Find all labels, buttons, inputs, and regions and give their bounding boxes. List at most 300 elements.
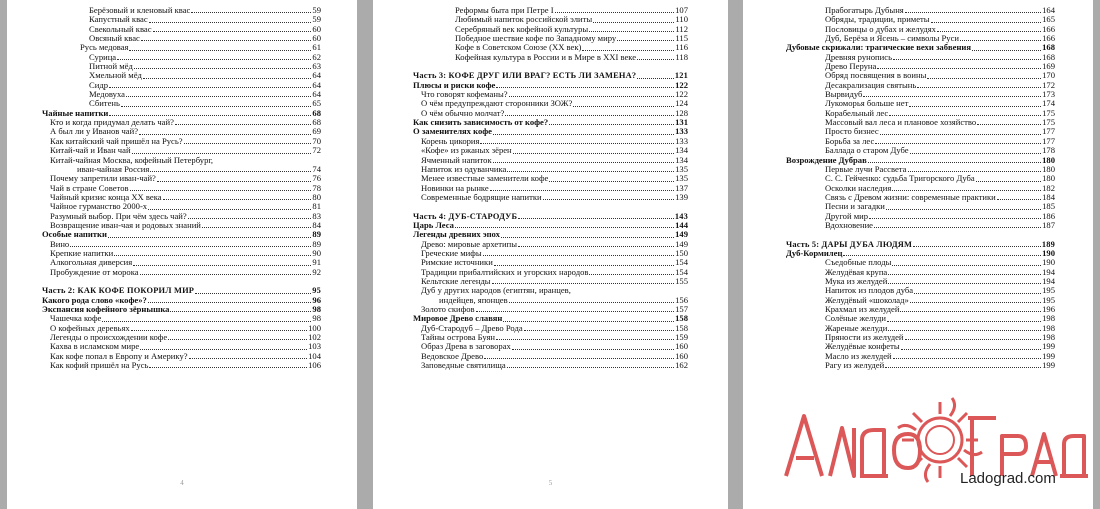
dot-leader	[509, 302, 674, 303]
toc-entry-title: Медовуха	[89, 89, 125, 100]
dot-leader	[914, 293, 1041, 294]
toc-entry-title: Чайное гурманство 2000-х	[50, 201, 148, 212]
toc-page-number: 69	[312, 126, 321, 137]
toc-spacer	[7, 277, 357, 286]
dot-leader	[507, 171, 674, 172]
dot-leader	[997, 199, 1041, 200]
toc-entry-title: Борьба за лес	[825, 135, 875, 146]
toc-page-number: 100	[308, 322, 321, 333]
toc-page-number: 128	[675, 107, 688, 118]
dot-leader	[977, 124, 1041, 125]
dot-leader	[589, 274, 674, 275]
toc-entry	[7, 81, 357, 90]
toc-page-number: 64	[312, 70, 321, 81]
dot-leader	[168, 339, 307, 340]
toc-page-number: 158	[675, 313, 688, 324]
toc-entry	[743, 352, 1093, 361]
toc-page-number: 70	[312, 135, 321, 146]
dot-leader	[869, 218, 1041, 219]
dot-leader	[893, 59, 1041, 60]
toc-entry	[7, 15, 357, 24]
toc-entry-title: Вдохновение	[825, 219, 873, 230]
toc-entry-title: Корабельный лес	[825, 107, 889, 118]
toc-page-number: 106	[308, 360, 321, 371]
toc-entry	[743, 324, 1093, 333]
toc-entry	[743, 342, 1093, 351]
toc-list	[7, 6, 357, 370]
toc-entry-title: Прабогатырь Дубыня	[825, 5, 904, 15]
dot-leader	[910, 153, 1041, 154]
toc-page-number: 84	[312, 219, 321, 230]
dot-leader	[518, 246, 674, 247]
toc-page-number: 76	[312, 173, 321, 184]
toc-entry-title: Мука из желудей	[825, 275, 888, 286]
toc-entry-title: Чайные напитки	[42, 107, 109, 118]
dot-leader	[900, 311, 1041, 312]
toc-entry-title: О кофейных деревьях	[50, 322, 130, 333]
toc-page-number: 60	[312, 33, 321, 44]
dot-leader	[917, 87, 1041, 88]
toc-entry	[743, 71, 1093, 80]
toc-entry-title: Разумный выбор. При чём здесь чай?	[50, 210, 187, 221]
dot-leader	[877, 68, 1041, 69]
toc-page-number: 190	[1042, 257, 1055, 268]
toc-entry-title: Сидр	[89, 79, 109, 90]
toc-entry	[743, 296, 1093, 305]
dot-leader	[140, 274, 312, 275]
toc-page-number: 189	[1041, 239, 1055, 249]
dot-leader	[175, 124, 312, 125]
dot-leader	[617, 40, 674, 41]
toc-page-number: 190	[1042, 247, 1055, 258]
toc-entry	[7, 25, 357, 34]
toc-entry-title: Солёные желуди	[825, 313, 887, 324]
toc-entry	[7, 90, 357, 99]
toc-entry-title: Плюсы и риски кофе	[413, 79, 496, 90]
toc-page-number: 173	[1042, 89, 1055, 100]
toc-page-number: 155	[675, 275, 688, 286]
toc-entry-title: Кахва в исламском мире	[50, 341, 140, 352]
dot-leader	[892, 265, 1041, 266]
toc-entry-title: Пряности из желудей	[825, 332, 904, 343]
dot-leader	[191, 12, 311, 13]
toc-page-number: 131	[675, 117, 688, 128]
toc-page-number: 186	[1042, 210, 1055, 221]
toc-entry	[743, 193, 1093, 202]
dot-leader	[905, 12, 1041, 13]
toc-entry-title: Современные бодрящие напитки	[421, 191, 542, 202]
toc-entry-title: О заменителях кофе	[413, 126, 493, 137]
toc-entry-title: Ведовское Древо	[421, 350, 484, 361]
toc-entry-title: О чём обычно молчат?	[421, 107, 505, 118]
dot-leader	[493, 162, 674, 163]
toc-entry-title: Пословицы о дубах и желудях	[825, 23, 936, 34]
toc-page-number: 143	[674, 211, 688, 221]
toc-entry-title: Чашечка кофе	[50, 313, 102, 324]
toc-page-number: 194	[1042, 275, 1055, 286]
dot-leader	[157, 181, 312, 182]
toc-entry-title: Возрождение Дубрав	[786, 154, 867, 165]
toc-entry-title: Другой мир	[825, 210, 869, 221]
toc-page-number: 169	[1042, 61, 1055, 72]
dot-leader	[148, 209, 311, 210]
toc-page-number: 154	[675, 266, 688, 277]
toc-entry-title: Кто и когда придумал делать чай?	[50, 117, 174, 128]
toc-entry-title-cont: индейцев, японцев	[439, 294, 508, 305]
dot-leader	[131, 330, 307, 331]
dot-leader	[121, 106, 312, 107]
document-page-left	[7, 0, 357, 509]
toc-entry-title: Часть 5: ДАРЫ ДУБА ЛЮДЯМ	[786, 239, 913, 249]
toc-page-number: 83	[312, 210, 321, 221]
toc-page-number: 64	[312, 79, 321, 90]
toc-entry	[743, 361, 1093, 370]
toc-page-number: 139	[675, 191, 688, 202]
dot-leader	[518, 218, 674, 219]
toc-entry	[743, 305, 1093, 314]
toc-entry	[7, 156, 357, 175]
toc-page-number: 112	[675, 23, 688, 34]
toc-page-number: 194	[1042, 266, 1055, 277]
dot-leader	[593, 22, 674, 23]
toc-page-number: 195	[1042, 294, 1055, 305]
dot-leader	[888, 283, 1041, 284]
dot-leader	[484, 358, 674, 359]
dot-leader	[589, 31, 674, 32]
dot-leader	[885, 367, 1041, 368]
toc-entry-title: Легенды о происхождении кофе	[50, 332, 168, 343]
dot-leader	[524, 330, 674, 331]
dot-leader	[133, 265, 311, 266]
toc-page-number: 177	[1042, 126, 1055, 137]
toc-entry-title: Желудёвые конфеты	[825, 341, 900, 352]
toc-entry-title: Масло из желудей	[825, 350, 892, 361]
toc-entry-title: Как кофе попал в Европу и Америку?	[50, 350, 188, 361]
dot-leader	[492, 283, 675, 284]
toc-page-number: 172	[1042, 79, 1055, 90]
toc-entry-title: Почему запретили иван-чай?	[50, 173, 156, 184]
toc-entry	[7, 62, 357, 71]
toc-entry-title: Массовый вал леса и плановое хозяйство	[825, 117, 977, 128]
toc-page-number: 137	[675, 182, 688, 193]
toc-entry-title: Дуб у других народов (египтян, иранцев,	[421, 285, 571, 296]
dot-leader	[501, 237, 674, 238]
toc-page-number: 149	[675, 238, 688, 249]
dot-leader	[960, 40, 1041, 41]
dot-leader	[513, 153, 674, 154]
toc-page-number: 175	[1042, 107, 1055, 118]
toc-page-number: 61	[312, 42, 321, 53]
toc-list	[373, 6, 728, 370]
toc-page-number: 81	[312, 201, 321, 212]
toc-entry-title: Древо: мировые архетипы	[421, 238, 517, 249]
toc-entry-title: Кельтские легенды	[421, 275, 491, 286]
toc-entry-title: Образ Древа в заговорах	[421, 341, 511, 352]
document-page-middle	[373, 0, 728, 509]
toc-entry	[743, 314, 1093, 323]
toc-page-number: 59	[312, 5, 321, 15]
dot-leader	[507, 367, 674, 368]
toc-entry-title: Кофе в Советском Союзе (XX век)	[455, 42, 582, 53]
toc-page-number: 107	[675, 5, 688, 15]
dot-leader	[888, 330, 1041, 331]
toc-page-number: 122	[675, 89, 688, 100]
toc-page-number: 78	[312, 182, 321, 193]
dot-leader	[202, 227, 312, 228]
toc-entry-title: Ячменный напиток	[421, 154, 492, 165]
toc-page-number: 91	[312, 257, 321, 268]
toc-page-number: 164	[1042, 5, 1055, 15]
toc-entry-title: Берёзовый и кленовый квас	[89, 5, 191, 15]
toc-page-number: 89	[312, 229, 321, 240]
toc-page-number: 98	[312, 313, 321, 324]
toc-page-number: 72	[312, 145, 321, 156]
toc-entry	[7, 71, 357, 80]
dot-leader	[505, 115, 674, 116]
toc-page-number: 98	[312, 304, 321, 314]
dot-leader	[496, 87, 674, 88]
toc-entry-title: Легенды древних эпох	[413, 229, 500, 240]
toc-entry	[373, 53, 728, 62]
toc-entry-title: Как снизить зависимость от кофе?	[413, 117, 549, 128]
toc-entry-title: Сбитень	[89, 98, 120, 109]
toc-entry	[743, 258, 1093, 267]
dot-leader	[937, 31, 1041, 32]
toc-entry	[743, 53, 1093, 62]
dot-leader	[892, 190, 1041, 191]
toc-page-number: 174	[1042, 98, 1055, 109]
dot-leader	[494, 265, 674, 266]
dot-leader	[143, 78, 311, 79]
toc-entry	[743, 43, 1093, 52]
dot-leader	[195, 293, 311, 294]
dot-leader	[908, 171, 1042, 172]
dot-leader	[863, 96, 1041, 97]
dot-leader	[188, 218, 312, 219]
dot-leader	[109, 87, 311, 88]
toc-entry	[743, 99, 1093, 108]
toc-page-number: 118	[675, 51, 688, 62]
toc-entry-title: Древо Перуна	[825, 61, 877, 72]
dot-leader	[126, 96, 311, 97]
toc-entry-title: Особые напитки	[42, 229, 107, 240]
toc-entry-title: Обряд посвящения в воины	[825, 70, 927, 81]
toc-entry	[7, 43, 357, 52]
toc-entry-title: Сурица	[89, 51, 117, 62]
toc-page-number: 198	[1042, 322, 1055, 333]
toc-entry	[7, 268, 357, 277]
dot-leader	[480, 143, 674, 144]
dot-leader	[976, 181, 1041, 182]
toc-page-number: 199	[1042, 350, 1055, 361]
toc-entry-title: Обряды, традиции, приметы	[825, 14, 930, 25]
toc-entry-title: Часть 4: ДУБ-СТАРОДУБ	[413, 211, 518, 221]
toc-entry-title: Свекольный квас	[89, 23, 152, 34]
dot-leader	[887, 321, 1041, 322]
toc-page-number: 175	[1042, 117, 1055, 128]
toc-spacer	[373, 62, 728, 71]
dot-leader	[149, 367, 307, 368]
toc-entry	[743, 174, 1093, 183]
dot-leader	[102, 321, 311, 322]
toc-page-number: 104	[308, 350, 321, 361]
toc-entry	[7, 361, 357, 370]
toc-entry	[743, 127, 1093, 136]
dot-leader	[909, 106, 1041, 107]
toc-page-number: 196	[1042, 304, 1055, 314]
toc-entry-title: Китай-чай и Иван чай	[50, 145, 131, 156]
toc-page-number: 134	[675, 145, 688, 156]
dot-leader	[503, 321, 674, 322]
toc-page-number: 144	[675, 219, 688, 230]
toc-page-number: 59	[312, 14, 321, 25]
toc-entry-title: Осколки наследия	[825, 182, 892, 193]
dot-leader	[637, 78, 674, 79]
dot-leader	[496, 339, 674, 340]
toc-entry-title: Реформы быта при Петре I	[455, 5, 554, 15]
toc-entry-title: Экспансия кофейного зёрнышка	[42, 304, 170, 314]
toc-entry	[7, 53, 357, 62]
toc-entry	[743, 249, 1093, 258]
dot-leader	[905, 339, 1042, 340]
toc-entry	[743, 137, 1093, 146]
dot-leader	[880, 134, 1041, 135]
toc-entry-title: Жареные желуди	[825, 322, 888, 333]
toc-entry-title: Лукоморья больше нет	[825, 98, 909, 109]
dot-leader	[875, 143, 1041, 144]
toc-entry	[7, 6, 357, 15]
dot-leader	[108, 237, 311, 238]
dot-leader	[117, 59, 311, 60]
dot-leader	[109, 115, 311, 116]
toc-entry-title: Греческие мифы	[421, 247, 482, 258]
toc-page-number: 160	[675, 341, 688, 352]
toc-spacer	[373, 202, 728, 211]
toc-page-number: 116	[675, 42, 688, 53]
dot-leader	[509, 96, 675, 97]
toc-spacer	[743, 230, 1093, 239]
toc-entry-title: Дубовые скрижали: трагические вехи забвения	[786, 42, 971, 53]
dot-leader	[140, 349, 307, 350]
watermark-site: Ladograd.com	[960, 470, 1056, 487]
toc-entry-title: Часть 2: КАК КОФЕ ПОКОРИЛ МИР	[42, 286, 195, 296]
dot-leader	[868, 162, 1041, 163]
toc-entry-title: Напиток из плодов дуба	[825, 285, 914, 296]
toc-entry-title: Кофейная культура в России и в Мире в XXI веке	[455, 51, 637, 62]
toc-page-number: 199	[1042, 360, 1055, 371]
dot-leader	[549, 124, 674, 125]
toc-entry-title: Римские источники	[421, 257, 493, 268]
toc-entry-title: Хмельной мёд	[89, 70, 142, 81]
dot-leader	[163, 199, 312, 200]
dot-leader	[149, 22, 312, 23]
toc-entry-title: Первые лучи Рассвета	[825, 163, 907, 174]
toc-page-number: 168	[1042, 51, 1055, 62]
dot-leader	[972, 50, 1041, 51]
toc-page-number: 60	[312, 23, 321, 34]
toc-entry-title: Как китайский чай пришёл на Русь?	[50, 135, 183, 146]
toc-page-number: 198	[1042, 313, 1055, 324]
toc-entry-title: Царь Леса	[413, 219, 454, 230]
toc-entry	[743, 286, 1093, 295]
toc-page-number: 110	[675, 14, 688, 25]
toc-page-number: 102	[308, 332, 321, 343]
dot-leader	[874, 227, 1041, 228]
toc-page-number: 185	[1042, 201, 1055, 212]
toc-page-number: 68	[312, 107, 321, 118]
toc-entry	[743, 277, 1093, 286]
dot-leader	[476, 311, 675, 312]
toc-entry-title: С. С. Гейченко: судьба Тригорского Дуба	[825, 173, 975, 184]
toc-page-number: 135	[675, 173, 688, 184]
toc-page-number: 184	[1042, 191, 1055, 202]
toc-page-number: 121	[674, 71, 688, 81]
dot-leader	[134, 68, 312, 69]
toc-entry-title: Песни и загадки	[825, 201, 885, 212]
toc-list	[743, 6, 1093, 370]
toc-entry-title: Победное шествие кофе по Западному миру	[455, 33, 617, 44]
toc-entry-title: Корень цикория	[421, 135, 480, 146]
toc-entry-title: Пробуждение от морока	[50, 266, 139, 277]
toc-entry-title: Желудёвый «шоколад»	[825, 294, 909, 305]
dot-leader	[888, 274, 1041, 275]
toc-page-number: 149	[675, 229, 688, 240]
toc-page-number: 92	[312, 266, 321, 277]
toc-entry-title: Дуб-Кормилец	[786, 247, 843, 258]
toc-page-number: 170	[1042, 70, 1055, 81]
dot-leader	[150, 171, 311, 172]
toc-entry-title: Связь с Древом жизни: современные практики	[825, 191, 996, 202]
dot-leader	[910, 302, 1041, 303]
page-number: 4	[180, 479, 184, 487]
dot-leader	[139, 134, 311, 135]
toc-entry-title: Китай-чайная Москва, кофейный Петербург,	[50, 154, 214, 165]
toc-page-number: 133	[675, 135, 688, 146]
toc-entry-title: А был ли у Иванов чай?	[50, 126, 139, 137]
toc-entry-title: Съедобные плоды	[825, 257, 892, 268]
dot-leader	[886, 209, 1041, 210]
dot-leader	[927, 78, 1041, 79]
toc-page-number: 157	[675, 304, 688, 314]
dot-leader	[843, 255, 1041, 256]
toc-entry-title: Желудёвая крупа	[825, 266, 888, 277]
toc-entry-title-cont: иван-чайная Россия	[77, 163, 150, 174]
toc-entry-title: Напиток из одуванчика	[421, 163, 507, 174]
toc-entry	[373, 193, 728, 202]
toc-entry-title: Мировое Древо славян	[413, 313, 503, 324]
toc-page-number: 64	[312, 89, 321, 100]
toc-page-number: 162	[675, 360, 688, 371]
toc-entry-title: Крепкие напитки	[50, 247, 114, 258]
toc-page-number: 68	[312, 117, 321, 128]
toc-page-number: 180	[1042, 173, 1055, 184]
dot-leader	[153, 31, 312, 32]
toc-page-number: 74	[312, 163, 321, 174]
toc-page-number: 65	[312, 98, 321, 109]
dot-leader	[184, 143, 312, 144]
toc-page-number: 195	[1042, 285, 1055, 296]
toc-entry-title: Золото скифов	[421, 304, 475, 314]
toc-entry-title: Питной мёд	[89, 61, 133, 72]
toc-page-number: 89	[312, 238, 321, 249]
toc-page-number: 80	[312, 191, 321, 202]
toc-entry-title: Дуб-Стародуб – Древо Рода	[421, 322, 523, 333]
toc-page-number: 95	[312, 286, 321, 296]
dot-leader	[543, 199, 674, 200]
dot-leader	[913, 246, 1041, 247]
toc-entry	[743, 156, 1093, 165]
toc-entry	[743, 333, 1093, 342]
